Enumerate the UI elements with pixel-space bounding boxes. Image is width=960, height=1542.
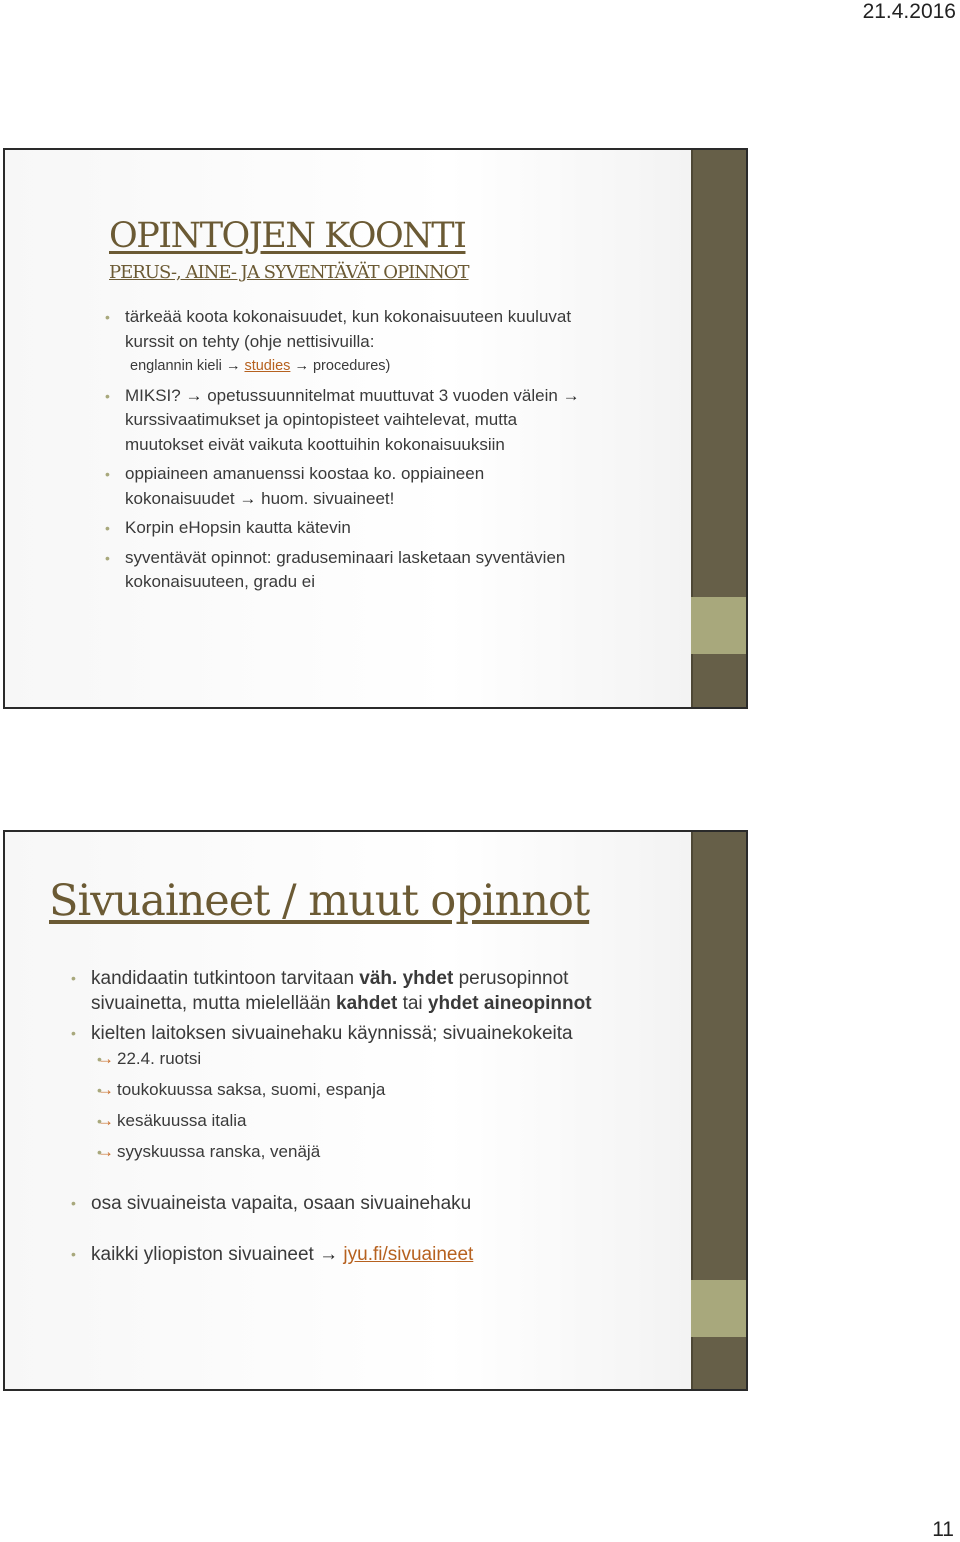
- language-test-list: [91, 1046, 631, 1165]
- slide-opintojen-koonti: [3, 148, 748, 709]
- arrow-icon: →: [185, 385, 203, 405]
- list-item: [71, 1242, 631, 1267]
- list-item: [71, 1021, 631, 1165]
- test-item: [97, 1046, 631, 1072]
- bullet-text: kandidaatin tutkintoon tarvitaan: [91, 968, 355, 989]
- test-text: syyskuussa ranska, venäjä: [117, 1142, 321, 1161]
- arrow-icon: →: [225, 358, 241, 374]
- slide-subtitle: PERUS-, AINE- JA SYVENTÄVÄT OPINNOT: [109, 262, 469, 283]
- slide-sidebar: [691, 150, 746, 707]
- arrow-icon: →: [294, 358, 309, 374]
- sub-text: procedures): [312, 358, 391, 374]
- list-item: [105, 546, 595, 595]
- slide-title: Sivuaineet / muut opinnot: [49, 876, 590, 926]
- sivuaineet-link[interactable]: jyu.fi/sivuaineet: [343, 1244, 474, 1265]
- test-item: [97, 1108, 631, 1134]
- arrow-icon: • →: [97, 1142, 114, 1161]
- bullet-text: tai: [402, 993, 423, 1014]
- test-item: [97, 1077, 631, 1103]
- list-item: [105, 516, 595, 541]
- test-text: 22.4. ruotsi: [117, 1049, 202, 1068]
- page-number: 11: [932, 1518, 954, 1541]
- list-item: [105, 305, 595, 379]
- sub-text: englannin kieli: [130, 358, 222, 374]
- test-text: toukokuussa saksa, suomi, espanja: [117, 1080, 386, 1099]
- sidebar-accent: [691, 597, 746, 654]
- bullet-text: MIKSI?: [125, 385, 181, 405]
- bullet-text: huom. sivuaineet!: [261, 488, 395, 508]
- bullet-text: syventävät opinnot: graduseminaari lasketaan syventävien kokonaisuuteen, gradu ei: [125, 547, 566, 591]
- bullet-list: [105, 305, 595, 600]
- bullet-text-bold: yhdet aineopinnot: [427, 993, 592, 1014]
- list-item: [105, 462, 595, 511]
- test-item: [97, 1139, 631, 1165]
- arrow-icon: • →: [97, 1049, 114, 1068]
- test-text: kesäkuussa italia: [117, 1111, 247, 1130]
- sidebar-accent: [691, 1280, 746, 1337]
- list-item: [105, 384, 595, 458]
- slide-title: OPINTOJEN KOONTI: [109, 216, 466, 256]
- studies-link[interactable]: studies: [244, 358, 291, 374]
- bullet-text-bold: kahdet: [336, 993, 398, 1014]
- list-item: [71, 966, 631, 1016]
- arrow-icon: →: [562, 385, 580, 405]
- arrow-icon: →: [319, 1244, 339, 1265]
- bullet-text: osa sivuaineista vapaita, osaan sivuainehaku: [91, 1193, 472, 1214]
- bullet-list: [71, 966, 631, 1272]
- bullet-text: Korpin eHopsin kautta kätevin: [125, 518, 351, 537]
- bullet-text: oppiaineen amanuenssi koostaa ko. oppiaineen kokonaisuudet: [125, 464, 485, 508]
- bullet-text: perusopinnot sivuainetta, mutta mielellään: [91, 968, 569, 1014]
- bullet-text: kielten laitoksen sivuainehaku käynnissä; sivuainekokeita: [91, 1023, 573, 1044]
- arrow-icon: • →: [97, 1111, 114, 1130]
- bullet-text: opetussuunnitelmat muuttuvat 3 vuoden välein: [207, 385, 558, 405]
- arrow-icon: • →: [97, 1080, 114, 1099]
- list-item: [71, 1191, 631, 1216]
- bullet-text: kurssivaatimukset ja opintopisteet vaihtelevat, mutta muutokset eivät vaikuta koottuihin kokonaisuuksiin: [125, 410, 518, 454]
- header-date: 21.4.2016: [862, 0, 956, 23]
- bullet-text: tärkeää koota kokonaisuudet, kun kokonaisuuteen kuuluvat kurssit on tehty (ohje nettisivuilla:: [125, 307, 572, 351]
- arrow-icon: →: [239, 488, 257, 508]
- slide-sidebar: [691, 832, 746, 1389]
- bullet-text: kaikki yliopiston sivuaineet: [91, 1244, 314, 1265]
- sub-line: [130, 354, 595, 379]
- bullet-text-bold: väh. yhdet: [359, 968, 454, 989]
- slide-sivuaineet: [3, 830, 748, 1391]
